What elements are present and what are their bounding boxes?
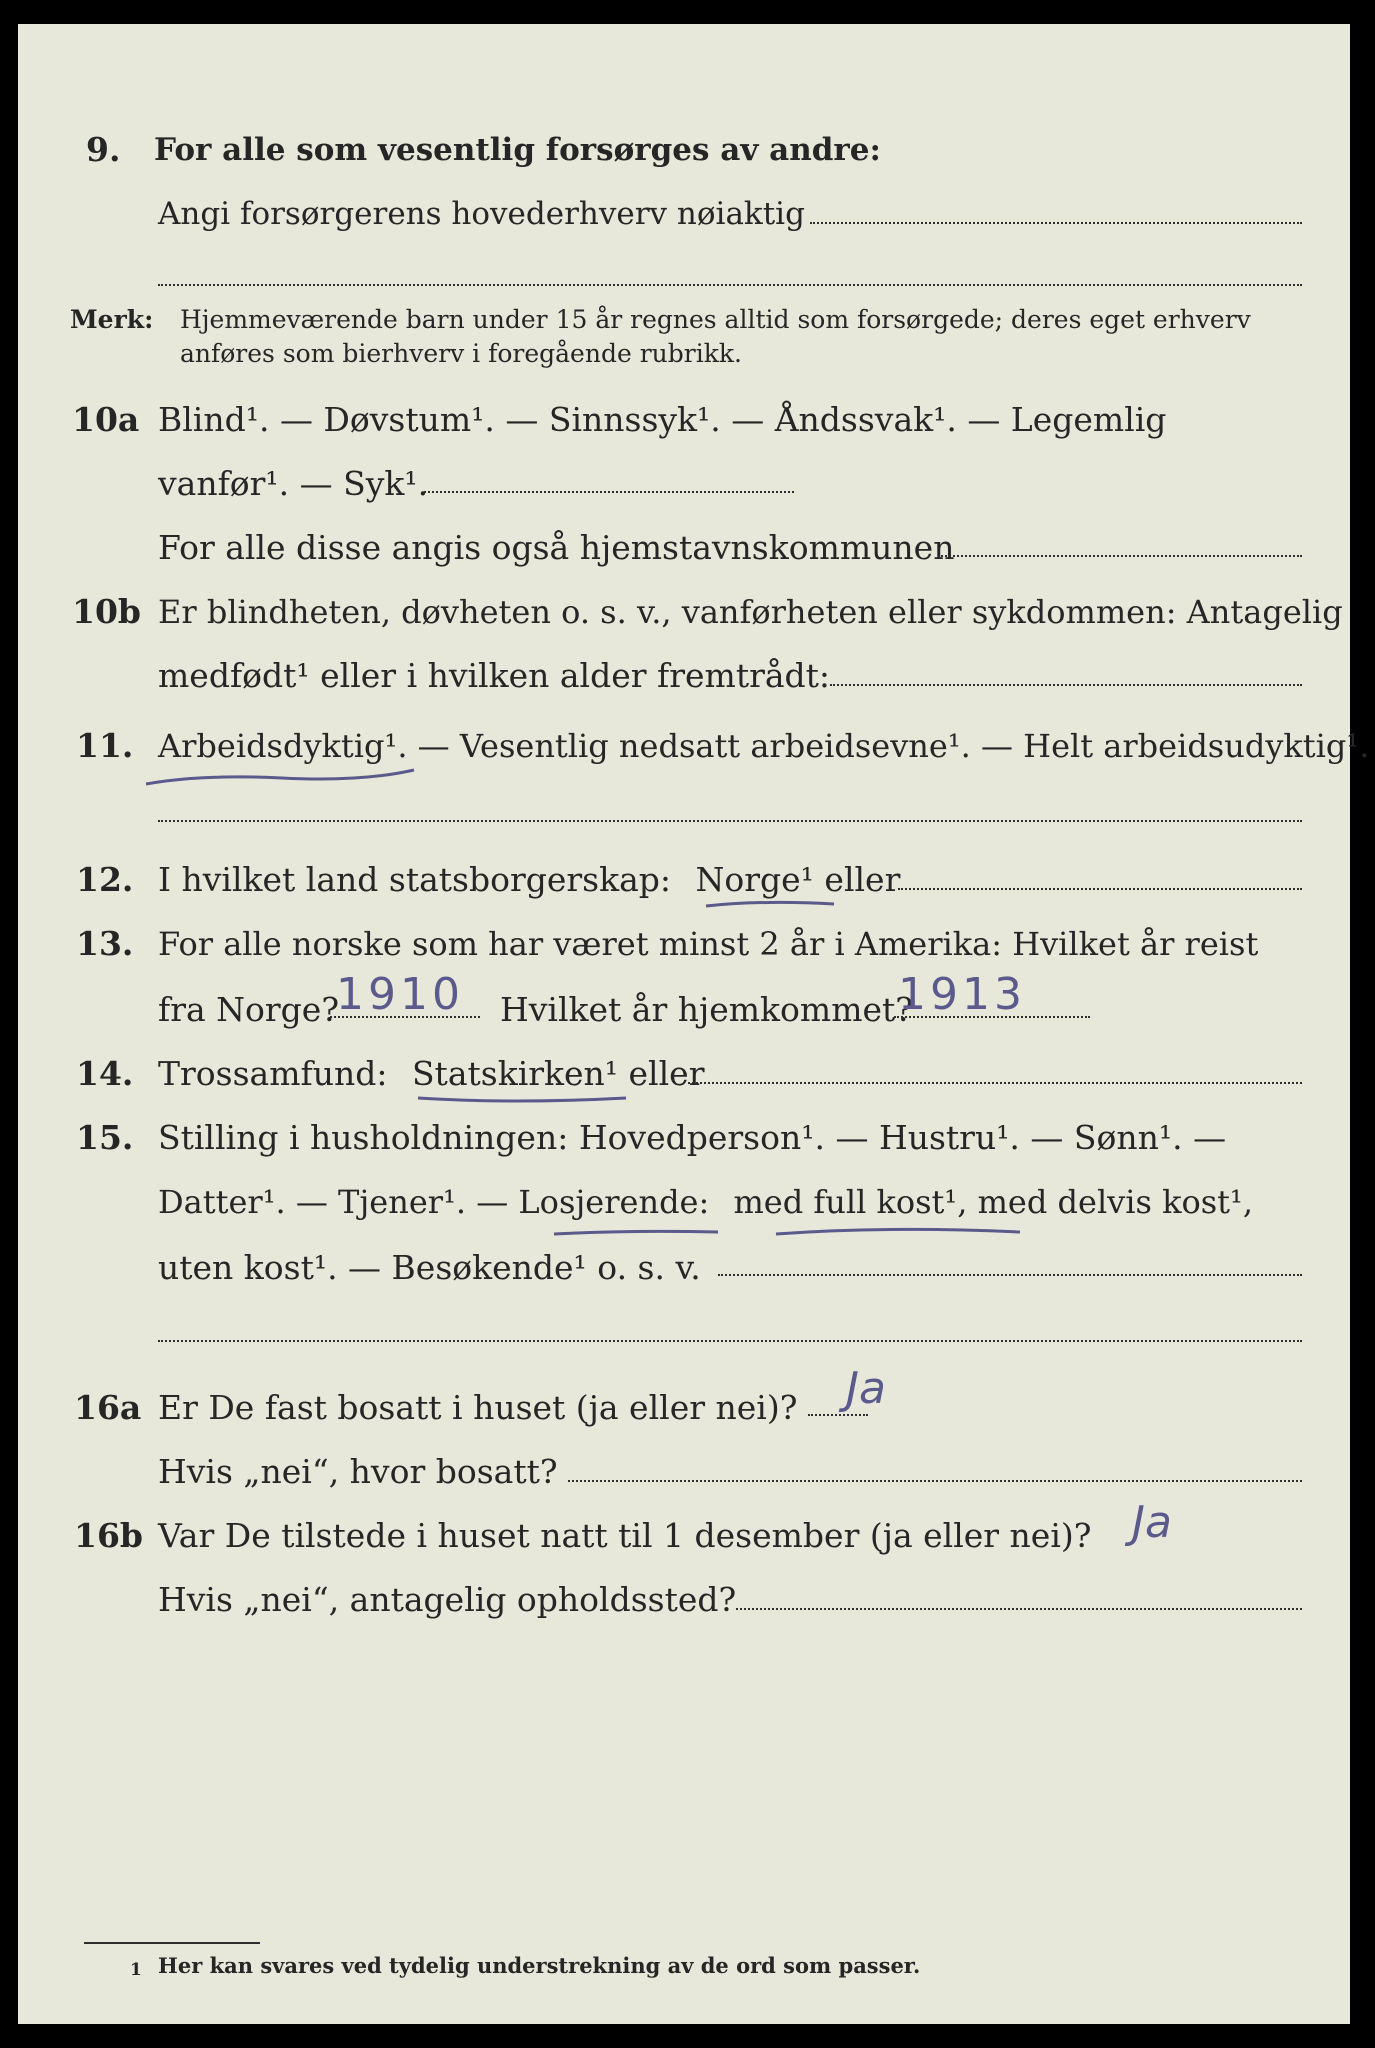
q13-line2a: fra Norge? [158, 990, 340, 1029]
q12-answer-line [898, 888, 1302, 890]
q16b-line2: Hvis „nei“, antagelig opholdssted? [158, 1580, 737, 1619]
q10a-home-municipality-line [938, 555, 1302, 557]
merk-line1: Hjemmeværende barn under 15 år regnes alltid som forsørgede; deres eget erhverv [180, 305, 1251, 334]
q14-suffix: eller [628, 1054, 705, 1093]
q14-answer-line [688, 1082, 1302, 1084]
q9-answer-line-2 [158, 284, 1302, 286]
q13-answer-left[interactable]: 1910 [336, 969, 464, 1020]
q11-handwritten-underline [142, 764, 422, 794]
q10a-line2: vanfør¹. — Syk¹. [158, 464, 429, 503]
footnote-marker: 1 [130, 1960, 142, 1980]
q10a-number: 10a [72, 400, 140, 439]
q15-line2 [158, 1182, 1253, 1222]
q16b-where-line [736, 1608, 1302, 1610]
q14-handwritten-underline [414, 1090, 634, 1108]
census-form-page [18, 24, 1370, 2024]
q13-line1: For alle norske som har været minst 2 år i Amerika: Hvilket år reist [158, 925, 1259, 963]
q16a-answer-line [808, 1414, 868, 1416]
q16b-number: 16b [74, 1516, 143, 1555]
q10b-answer-line [830, 684, 1302, 686]
q12-suffix: eller [824, 860, 901, 899]
q10b-number: 10b [72, 592, 141, 631]
q14-line [158, 1054, 704, 1094]
q11-option-arbeidsdyktig[interactable]: Arbeidsdyktig¹. [158, 727, 408, 765]
q12-number: 12. [76, 860, 134, 899]
q12-option-norge[interactable]: Norge¹ [695, 860, 814, 899]
q15-line2a: Datter¹. — Tjener¹. — [158, 1183, 509, 1221]
q9-answer-line [810, 222, 1302, 224]
q16a-where-line [568, 1480, 1302, 1482]
q13-line2b: Hvilket år hjemkommet? [500, 990, 913, 1029]
q16a-line2: Hvis „nei“, hvor bosatt? [158, 1452, 558, 1491]
merk-line2: anføres som bierhverv i foregående rubrikk. [180, 339, 742, 368]
q15-answer-line [718, 1274, 1302, 1276]
q12-line [158, 860, 900, 900]
q15-answer-line-2 [158, 1340, 1302, 1342]
q12-handwritten-underline [702, 896, 842, 914]
q13-answer-returned[interactable]: 1913 [898, 969, 1026, 1020]
q9-number: 9. [86, 130, 121, 169]
q10b-line1: Er blindheten, døvheten o. s. v., vanførheten eller sykdommen: Antagelig [158, 593, 1343, 631]
q15-option-losjerende[interactable]: Losjerende: [518, 1183, 710, 1221]
q15-option-full-kost[interactable]: med full kost¹, [733, 1183, 968, 1221]
q14-option-statskirken[interactable]: Statskirken¹ [411, 1054, 619, 1093]
q10a-sick-line [424, 491, 794, 493]
merk-label: Merk: [70, 305, 154, 334]
q11-rest: — Vesentlig nedsatt arbeidsevne¹. — Helt arbeidsudyktig¹. [417, 727, 1370, 765]
q15-line3: uten kost¹. — Besøkende¹ o. s. v. [158, 1248, 701, 1287]
q16a-line1: Er De fast bosatt i huset (ja eller nei)? [158, 1388, 798, 1427]
q15-line1: Stilling i husholdningen: Hovedperson¹. — Hustru¹. — Sønn¹. — [158, 1118, 1227, 1157]
q16b-line1: Var De tilstede i huset natt til 1 desember (ja eller nei)? [158, 1516, 1092, 1555]
q16a-answer[interactable]: Ja [846, 1363, 886, 1414]
q10a-line3: For alle disse angis også hjemstavnskommunen [158, 528, 955, 567]
footnote-text: Her kan svares ved tydelig understrekning av de ord som passer. [158, 1953, 921, 1978]
q12-prefix: I hvilket land statsborgerskap: [158, 860, 672, 899]
q13-number: 13. [76, 924, 134, 963]
q16a-number: 16a [74, 1388, 142, 1427]
q10a-line1: Blind¹. — Døvstum¹. — Sinnssyk¹. — Åndssvak¹. — Legemlig [158, 400, 1167, 439]
footnote-rule [84, 1942, 260, 1944]
q11-number: 11. [76, 726, 134, 765]
q9-line2: Angi forsørgerens hovederhverv nøiaktig [158, 196, 805, 232]
q11-answer-line [158, 820, 1302, 822]
q9-line1: For alle som vesentlig forsørges av andre: [154, 132, 881, 168]
q15-number: 15. [76, 1118, 134, 1157]
q15-line2b: med delvis kost¹, [977, 1183, 1254, 1221]
q14-prefix: Trossamfund: [158, 1054, 388, 1093]
q15-handwritten-underline [548, 1222, 1028, 1242]
q11-line [158, 726, 1369, 766]
q10b-line2: medfødt¹ eller i hvilken alder fremtrådt: [158, 656, 831, 695]
q16b-answer[interactable]: Ja [1132, 1497, 1172, 1548]
q14-number: 14. [76, 1054, 134, 1093]
